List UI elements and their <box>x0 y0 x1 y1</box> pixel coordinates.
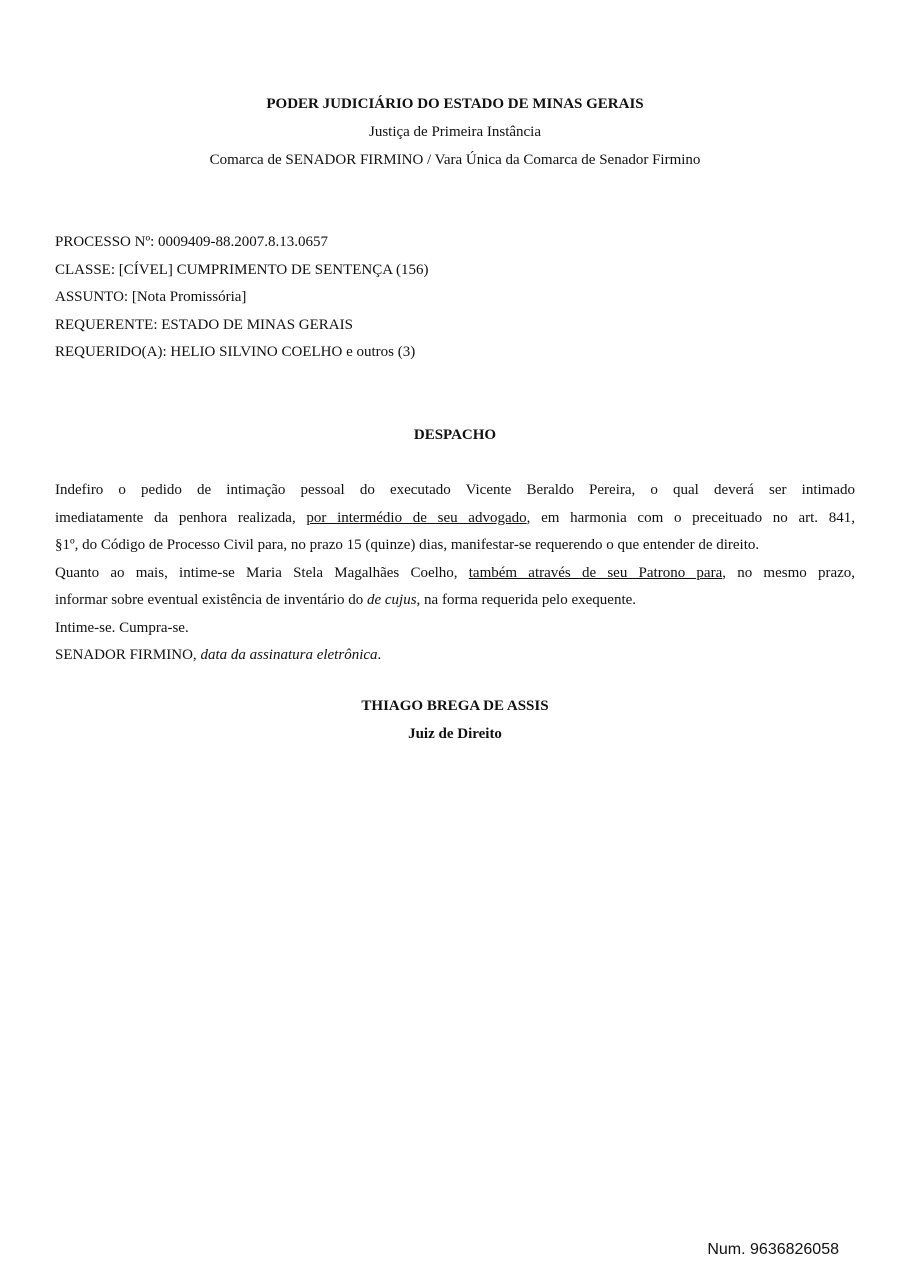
judge-role: Juiz de Direito <box>408 725 502 742</box>
document-number: Num. 9636826058 <box>707 1241 839 1258</box>
court-district: Comarca de SENADOR FIRMINO / Vara Única da Comarca de Senador Firmino <box>209 152 701 168</box>
document-body <box>55 478 855 671</box>
case-info <box>55 230 855 368</box>
underlined-phrase: por intermédio de seu advogado <box>306 509 527 526</box>
case-plaintiff: REQUERENTE: ESTADO DE MINAS GERAIS <box>55 316 353 333</box>
case-defendant: REQUERIDO(A): HELIO SILVINO COELHO e outros (3) <box>55 344 416 360</box>
italic-phrase: data da assinatura eletrônica <box>200 647 378 663</box>
court-name: PODER JUDICIÁRIO DO ESTADO DE MINAS GERAIS <box>266 96 644 112</box>
court-instance: Justiça de Primeira Instância <box>368 124 542 140</box>
underlined-phrase: também através de seu Patrono para <box>468 564 723 581</box>
body-text-segment: , na forma requerida pelo exequente. <box>416 592 637 608</box>
case-number: PROCESSO Nº: 0009409-88.2007.8.13.0657 <box>55 234 329 250</box>
body-line-2 <box>55 506 855 534</box>
document-title: DESPACHO <box>413 427 497 443</box>
body-text-segment: Quanto ao mais, intime-se Maria Stela Magalhães Coelho, <box>55 564 469 581</box>
judge-name: THIAGO BREGA DE ASSIS <box>361 698 549 714</box>
body-line-5 <box>55 588 855 616</box>
body-line-7 <box>55 643 855 671</box>
body-line-1: Indefiro o pedido de intimação pessoal do executado Vicente Beraldo Pereira, o qual deverá ser intimado <box>55 482 855 498</box>
body-line-4 <box>55 561 855 589</box>
body-text-segment: , em harmonia com o preceituado no art. 841, <box>526 509 855 526</box>
case-subject: ASSUNTO: [Nota Promissória] <box>55 289 247 305</box>
italic-phrase: de cujus <box>366 592 417 608</box>
body-text-segment: , no mesmo prazo, <box>722 564 856 581</box>
body-line-6: Intime-se. Cumpra-se. <box>55 619 189 636</box>
case-class: CLASSE: [CÍVEL] CUMPRIMENTO DE SENTENÇA (156) <box>55 261 429 278</box>
body-text-segment: imediatamente da penhora realizada, <box>55 509 307 526</box>
body-text-segment: informar sobre eventual existência de inventário do <box>55 592 367 608</box>
body-line-3: §1º, do Código de Processo Civil para, no prazo 15 (quinze) dias, manifestar-se requerendo o que entender de direito. <box>55 537 760 553</box>
signature-block <box>0 695 910 750</box>
document-header <box>0 93 910 177</box>
body-text-segment: SENADOR FIRMINO, <box>55 647 201 663</box>
body-text-segment: . <box>377 647 382 663</box>
